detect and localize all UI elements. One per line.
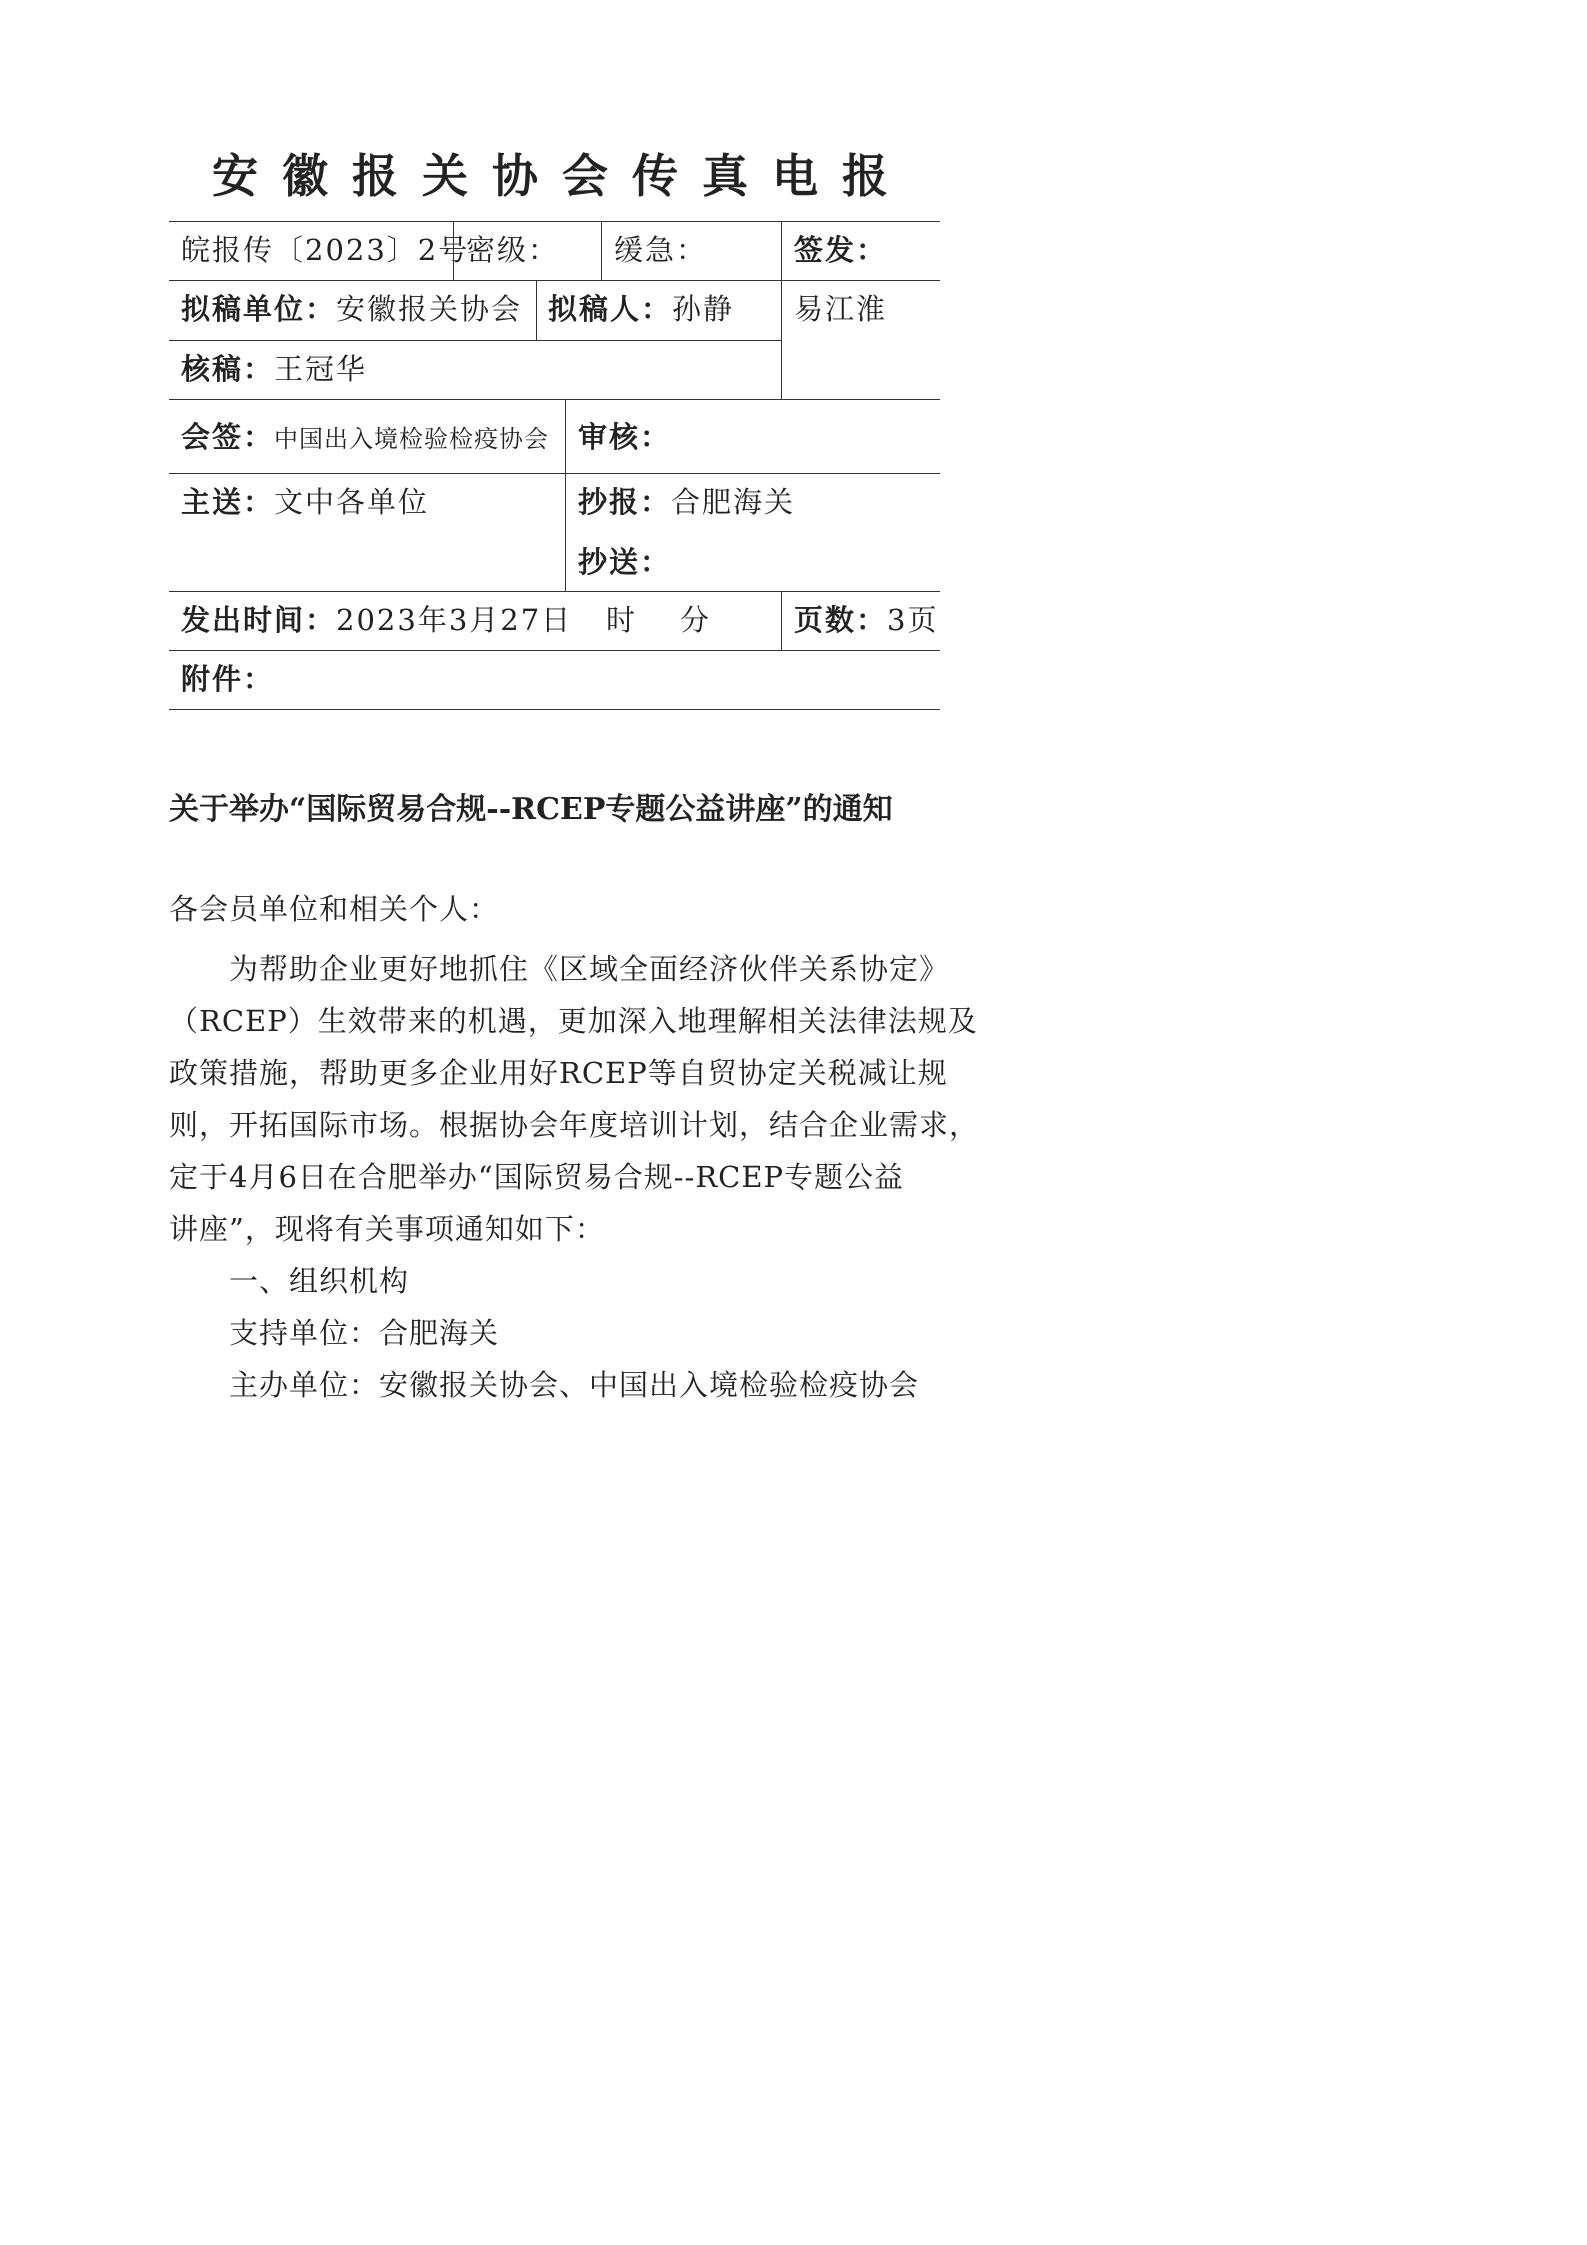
section-heading: 一、组织机构 bbox=[229, 1264, 410, 1298]
body-line: 政策措施，帮助更多企业用好RCEP等自贸协定关税减让规 bbox=[169, 1056, 948, 1090]
table-line bbox=[169, 221, 940, 222]
support-unit: 支持单位：合肥海关 bbox=[229, 1316, 500, 1350]
salutation: 各会员单位和相关个人： bbox=[169, 892, 500, 926]
body-line: 定于4月6日在合肥举办“国际贸易合规--RCEP专题公益 bbox=[169, 1160, 905, 1194]
send-time-field: 发出时间：2023年3月27日 bbox=[181, 603, 573, 637]
table-line bbox=[169, 399, 940, 400]
table-line bbox=[565, 399, 566, 591]
body-line: （RCEP）生效带来的机遇，更加深入地理解相关法律法规及 bbox=[169, 1004, 978, 1038]
table-line bbox=[169, 650, 940, 651]
body-line: 为帮助企业更好地抓住《区域全面经济伙伴关系协定》 bbox=[229, 952, 950, 986]
table-line bbox=[169, 340, 781, 341]
table-line bbox=[781, 221, 782, 399]
table-line bbox=[781, 591, 782, 650]
issuer-label: 签发： bbox=[794, 233, 888, 267]
body-paragraph bbox=[169, 943, 980, 1255]
section-list bbox=[169, 1255, 940, 1411]
drafting-unit-field: 拟稿单位：安徽报关协会 bbox=[181, 292, 523, 326]
host-unit: 主办单位：安徽报关协会、中国出入境检验检疫协会 bbox=[229, 1368, 920, 1402]
table-line bbox=[169, 591, 940, 592]
attachment-field: 附件： bbox=[181, 662, 275, 696]
reviewer-field: 核稿：王冠华 bbox=[181, 352, 368, 386]
table-line bbox=[169, 709, 940, 710]
pages-field: 页数：3页 bbox=[794, 603, 939, 637]
table-line bbox=[601, 221, 602, 280]
urgency-field: 缓急： bbox=[614, 233, 708, 267]
audit-field: 审核： bbox=[578, 420, 672, 454]
issuer-value: 易江淮 bbox=[794, 292, 888, 326]
table-line bbox=[169, 473, 940, 474]
notice-title: 关于举办“国际贸易合规--RCEP专题公益讲座”的通知 bbox=[169, 792, 893, 827]
table-line bbox=[169, 280, 940, 281]
body-line: 讲座”，现将有关事项通知如下： bbox=[169, 1212, 605, 1246]
main-recipient-field: 主送：文中各单位 bbox=[181, 485, 430, 519]
copy-to-field: 抄送： bbox=[578, 545, 672, 579]
drafter-field: 拟稿人：孙静 bbox=[548, 292, 735, 326]
body-line: 则，开拓国际市场。根据协会年度培训计划，结合企业需求， bbox=[169, 1108, 980, 1142]
cosign-field: 会签：中国出入境检验检疫协会 bbox=[181, 420, 550, 454]
doc-number: 皖报传〔2023〕2号 bbox=[181, 233, 470, 267]
table-line bbox=[536, 280, 537, 340]
hour-label: 时 bbox=[606, 603, 638, 637]
report-to-field: 抄报：合肥海关 bbox=[578, 485, 796, 519]
secrecy-field: 密级： bbox=[466, 233, 560, 267]
document-title: 安徽报关协会传真电报 bbox=[212, 149, 912, 203]
minute-label: 分 bbox=[680, 603, 712, 637]
